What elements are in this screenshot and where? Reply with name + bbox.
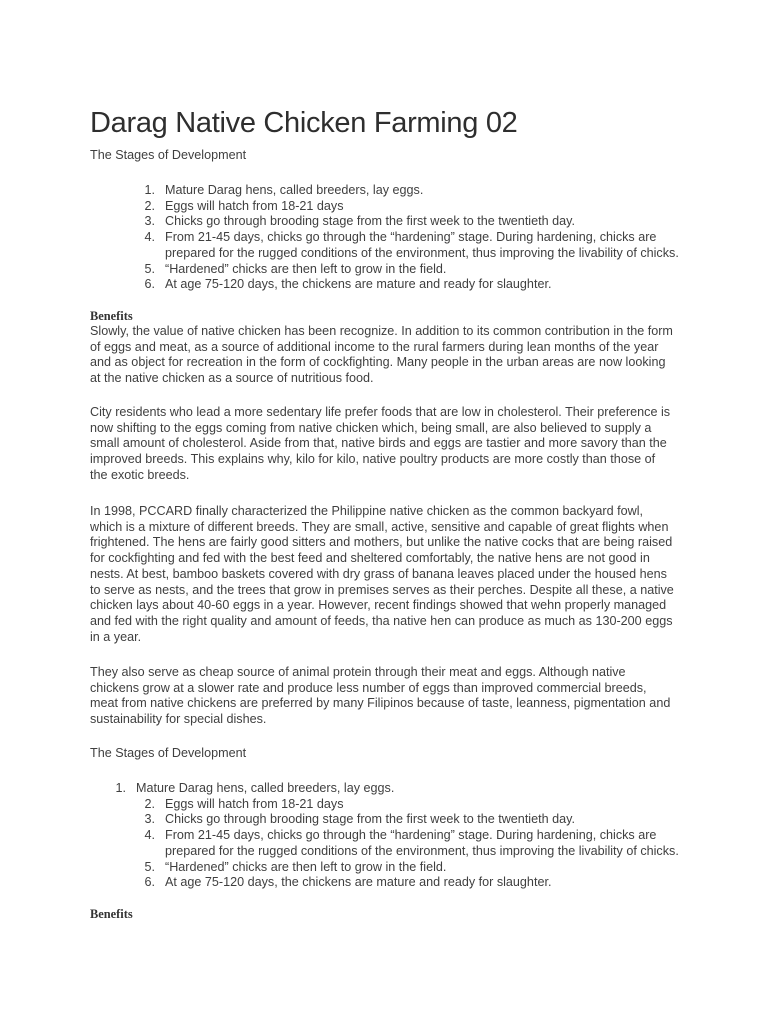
list-number: 6. (144, 875, 155, 890)
list-item (90, 781, 680, 797)
list-item (90, 214, 680, 230)
list-number: 1. (144, 183, 155, 197)
list-number: 6. (144, 277, 155, 292)
list-number: 2. (144, 198, 155, 213)
list-number: 4. (144, 828, 155, 843)
list-item-text: “Hardened” chicks are then left to grow in the field. (165, 261, 447, 276)
list-item (90, 812, 680, 828)
list-item-text: Chicks go through brooding stage from the first week to the twentieth day. (165, 812, 575, 827)
list-item-text: From 21-45 days, chicks go through the “hardening” stage. During hardening, chicks are prepared for the rugged conditions of the environment, thus improving the livability of chicks. (165, 828, 679, 858)
list-item-text: Eggs will hatch from 18-21 days (165, 198, 344, 213)
list-item-text: At age 75-120 days, the chickens are mature and ready for slaughter. (165, 875, 552, 890)
list-item-text: Eggs will hatch from 18-21 days (165, 796, 344, 811)
list-number: 4. (144, 230, 155, 245)
paragraph: City residents who lead a more sedentary life prefer foods that are low in cholesterol. Their preference is now shifting to the eggs coming from native chicken which, being small, are also believed to supply a small amount of cholesterol. Aside from that, native birds and eggs are tastier and more savory than the improved breeds. This explains why, kilo for kilo, native poultry products are more costly than those of the exotic breeds. (90, 405, 671, 482)
paragraph: In 1998, PCCARD finally characterized the Philippine native chicken as the common backyard fowl, which is a mixture of different breeds. They are small, active, sensitive and capable of great flights when frightened. The hens are fairly good sitters and mothers, but unlike the native cocks that are being raised for cockfighting and fed with the best feed and sheltered comfortably, the native hens are not good in nests. At best, bamboo baskets covered with dry grass of banana leaves placed under the housed hens to serve as nests, and the trees that grow in premises serves as their perches. Despite all these, a native chicken lays about 40-60 eggs in a year. However, recent findings showed that wehn properly managed and fed with the right quality and amount of feeds, tha native hen can produce as much as 130-200 eggs in a year. (90, 504, 674, 644)
list-item (90, 277, 680, 293)
list-item-text: Mature Darag hens, called breeders, lay eggs. (165, 183, 424, 197)
paragraph: Slowly, the value of native chicken has been recognize. In addition to its common contribution in the form of eggs and meat, as a source of additional income to the rural farmers during lean months of the year and as object for recreation in the form of cockfighting. Many people in the urban areas are now looking at the native chicken as a source of nutritious food. (90, 324, 673, 386)
list-item (90, 828, 680, 859)
page-title: Darag Native Chicken Farming 02 (90, 107, 518, 139)
list-item-text: From 21-45 days, chicks go through the “hardening” stage. During hardening, chicks are prepared for the rugged conditions of the environment, thus improving the livability of chicks. (165, 230, 679, 260)
stages-list (90, 183, 680, 293)
list-item (90, 797, 680, 813)
list-item-text: Mature Darag hens, called breeders, lay eggs. (136, 781, 395, 795)
list-item (90, 860, 680, 876)
list-number: 5. (144, 261, 155, 276)
list-item (90, 262, 680, 278)
list-item (90, 875, 680, 891)
stages-heading: The Stages of Development (90, 746, 247, 760)
list-number: 5. (144, 859, 155, 874)
benefits-heading: Benefits (90, 907, 133, 921)
list-item (90, 230, 680, 261)
list-number: 2. (144, 796, 155, 811)
paragraph: They also serve as cheap source of animal protein through their meat and eggs. Although native chickens grow at a slower rate and produce less number of eggs than improved commercial breeds, meat from native chickens are preferred by many Filipinos because of taste, leanness, pigmentation and sustainability for special dishes. (90, 665, 671, 727)
stages-heading: The Stages of Development (90, 148, 247, 162)
list-item-text: “Hardened” chicks are then left to grow in the field. (165, 859, 447, 874)
list-number: 3. (144, 812, 155, 827)
list-item-text: At age 75-120 days, the chickens are mature and ready for slaughter. (165, 277, 552, 292)
list-item (90, 183, 680, 199)
benefits-heading: Benefits (90, 309, 133, 323)
stages-list (90, 781, 680, 891)
list-number: 1. (115, 781, 126, 795)
list-item-text: Chicks go through brooding stage from the first week to the twentieth day. (165, 214, 575, 229)
list-item (90, 199, 680, 215)
list-number: 3. (144, 214, 155, 229)
